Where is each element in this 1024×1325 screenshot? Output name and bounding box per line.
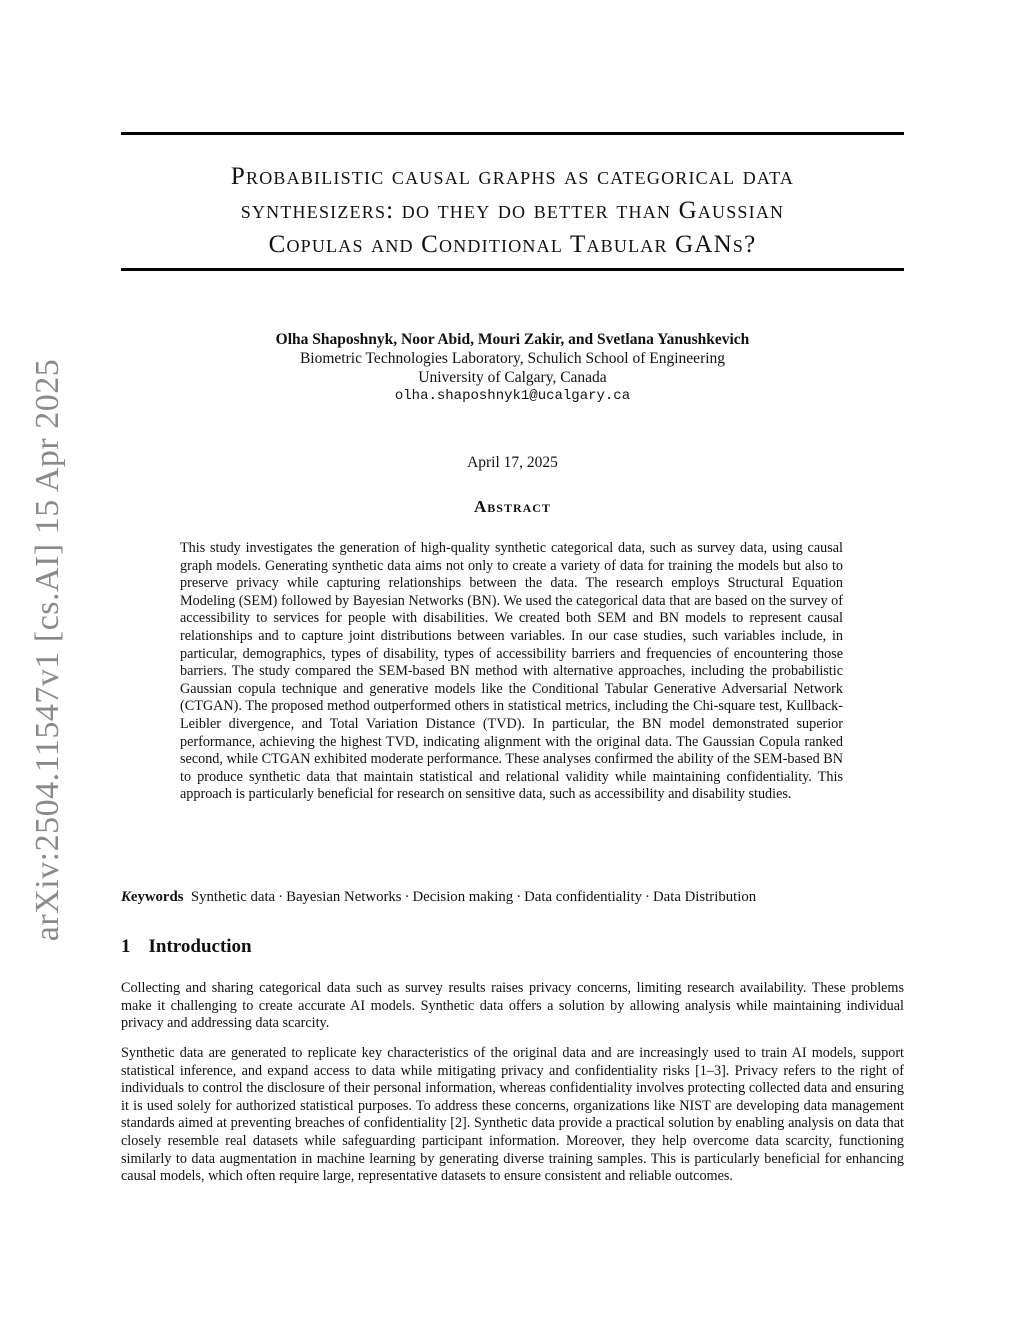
paper-date: April 17, 2025	[467, 454, 558, 471]
paper-title-line-3: Copulas and Conditional Tabular GANs?	[268, 231, 757, 258]
keyword-item: Decision making	[412, 889, 514, 905]
section-heading-introduction	[121, 936, 252, 958]
keyword-separator: ·	[404, 889, 410, 905]
keyword-item: Bayesian Networks	[286, 889, 402, 905]
keyword-separator: ·	[278, 889, 284, 905]
keywords-label-initial: K	[121, 889, 131, 905]
paper-title-line-1: Probabilistic causal graphs as categorical data	[230, 163, 795, 190]
title-bottom-rule	[121, 268, 904, 271]
section-number: 1	[121, 936, 131, 957]
keywords-line	[121, 888, 904, 906]
paper-title	[121, 160, 904, 262]
paper-title-line-2: synthesizers: do they do better than Gaussian	[240, 197, 785, 224]
keyword-item: Data Distribution	[652, 889, 757, 905]
abstract-heading: Abstract	[474, 497, 551, 516]
author-email: olha.shaposhnyk1@ucalgary.ca	[394, 388, 631, 404]
affiliation-university: University of Calgary, Canada	[418, 369, 607, 386]
abstract-text: This study investigates the generation of high-quality synthetic categorical data, such as survey data, using causal graph models. Generating synthetic data aims not only to create a variety of data for training the models but also to preserve privacy while capturing relationships between the data. The research employs Structural Equation Modeling (SEM) followed by Bayesian Networks (BN). We used the categorical data that are based on the survey of accessibility to services for people with disabilities. We created both SEM and BN models to represent causal relationships and to capture joint distributions between variables. In our case studies, such variables include, in particular, demographics, types of disability, types of accessibility barriers and frequencies of encountering those barriers. The study compared the SEM-based BN method with alternative approaches, including the probabilistic Gaussian copula technique and generative models like the Conditional Tabular Generative Adversarial Network (CTGAN). The proposed method outperformed others in statistical metrics, including the Chi-square test, Kullback-Leibler divergence, and Total Variation Distance (TVD). In particular, the BN model demonstrated superior performance, achieving the highest TVD, indicating alignment with the original data. The Gaussian Copula ranked second, while CTGAN exhibited moderate performance. These analyses confirmed the ability of the SEM-based BN to produce synthetic data that maintain statistical and relational validity while maintaining confidentiality. This approach is particularly beneficial for research on sensitive data, such as accessibility and disability studies.	[180, 540, 843, 803]
keyword-item: Data confidentiality	[524, 889, 643, 905]
keyword-item: Synthetic data	[190, 889, 276, 905]
keywords-label-rest: eywords	[130, 889, 184, 905]
keyword-separator: ·	[645, 889, 650, 905]
author-names: Olha Shaposhnyk, Noor Abid, Mouri Zakir, and Svetlana Yanushkevich	[275, 331, 750, 348]
arxiv-identifier-stamp: arXiv:2504.11547v1 [cs.AI] 15 Apr 2025	[29, 358, 66, 942]
affiliation-lab: Biometric Technologies Laboratory, Schulich School of Engineering	[299, 350, 726, 367]
section-title: Introduction	[148, 936, 252, 957]
keyword-separator: ·	[516, 889, 522, 905]
introduction-paragraph-1: Collecting and sharing categorical data such as survey results raises privacy concerns, limiting research availability. These problems make it challenging to create accurate AI models. Synthetic data offers a solution by allowing analysis while maintaining individual privacy and addressing data scarcity.	[121, 980, 904, 1032]
author-block	[121, 330, 904, 406]
introduction-paragraph-2: Synthetic data are generated to replicate key characteristics of the original data and are increasingly used to train AI models, support statistical inference, and expand access to data while mitigating privacy and confidentiality risks [1–3]. Privacy refers to the right of individuals to control the disclosure of their personal information, whereas confidentiality involves protecting collected data and ensuring it is used solely for authorized statistical purposes. To address these concerns, organizations like NIST are developing data management standards aimed at preventing breaches of confidentiality [2]. Synthetic data provide a practical solution by enabling analysis on data that closely resemble real datasets while safeguarding participant information. Moreover, they help overcome data scarcity, functioning similarly to data augmentation in machine learning by generating diverse training samples. This is particularly beneficial for enhancing causal models, which often require large, representative datasets to ensure consistent and reliable outcomes.	[121, 1045, 904, 1185]
title-top-rule	[121, 132, 904, 135]
